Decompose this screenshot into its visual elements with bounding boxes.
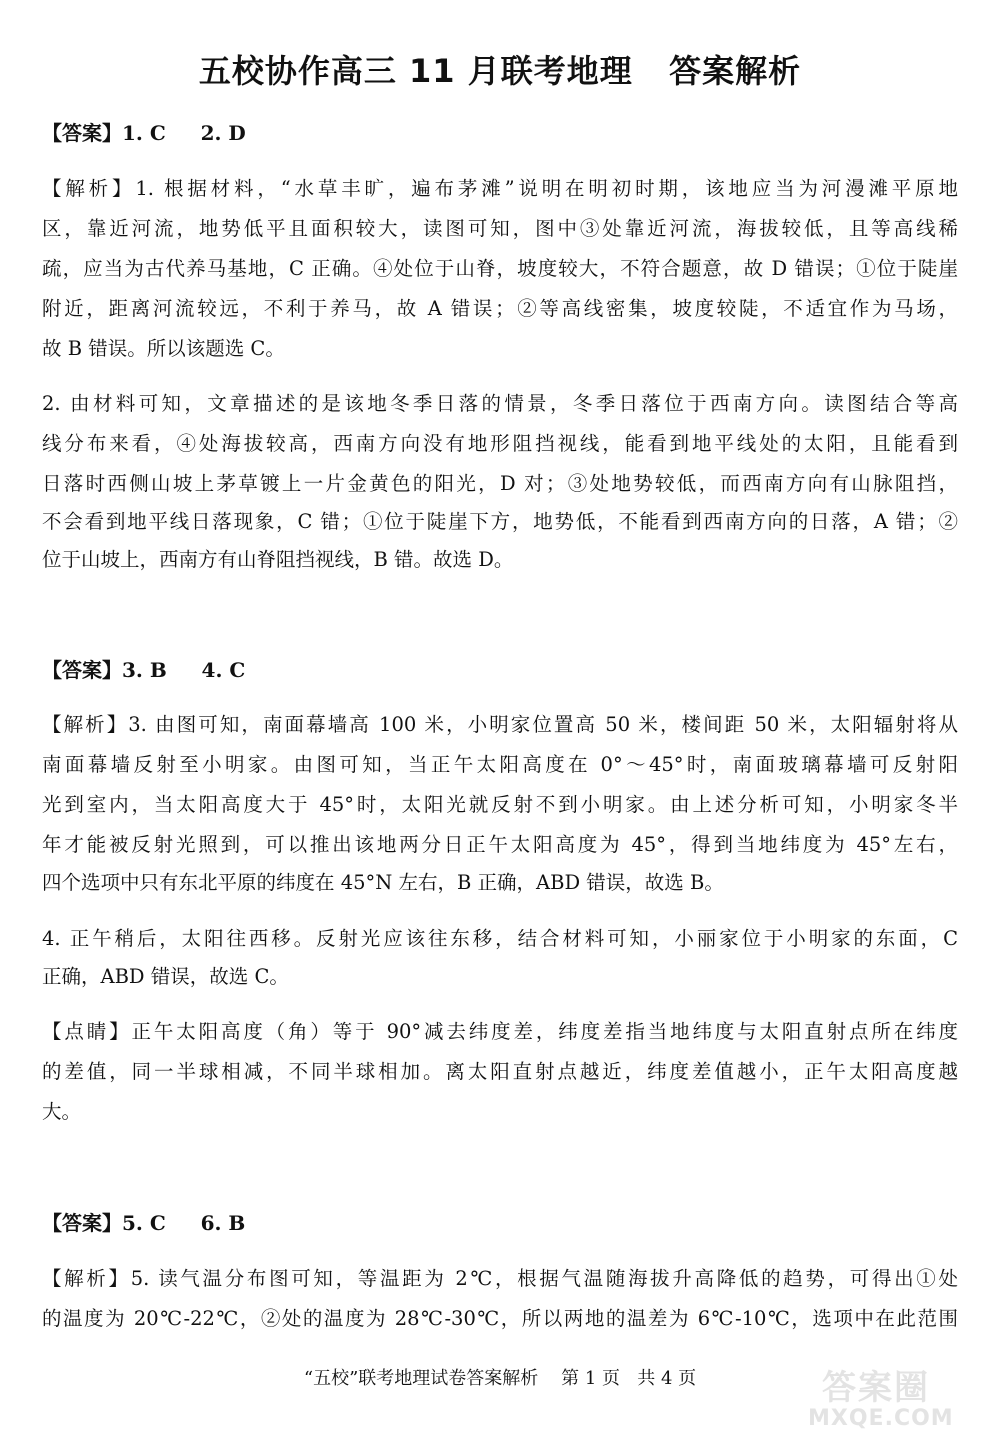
analysis-line: 南面幕墙反射至小明家。由图可知，当正午太阳高度在 0°～45°时，南面玻璃幕墙可反射阳 — [42, 753, 958, 776]
answer-line-5-6: 【答案】5. C 6. B — [42, 1211, 246, 1235]
analysis-line: 不会看到地平线日落现象，C 错；①位于陡崖下方，地势低，不能看到西南方向的日落，A 错；② — [42, 510, 958, 533]
page-title: 五校协作高三 11 月联考地理 答案解析 — [198, 52, 802, 90]
watermark-logo — [808, 1360, 988, 1438]
answer-line-3-4: 【答案】3. B 4. C — [42, 658, 246, 682]
analysis-line: 故 B 错误。所以该题选 C。 — [42, 337, 285, 360]
analysis-line: 位于山坡上，西南方有山脊阻挡视线，B 错。故选 D。 — [42, 548, 514, 571]
key-point-line: 大。 — [42, 1100, 82, 1123]
key-point-line: 的差值，同一半球相减，不同半球相加。离太阳直射点越近，纬度差值越小，正午太阳高度越 — [42, 1060, 958, 1083]
analysis-line: 疏，应当为古代养马基地，C 正确。④处位于山脊，坡度较大，不符合题意，故 D 错误；①位于陡崖 — [42, 257, 958, 280]
analysis-line: 【解析】5. 读气温分布图可知，等温距为 2℃，根据气温随海拔升高降低的趋势，可得出①处 — [42, 1267, 958, 1290]
page-footer: “五校”联考地理试卷答案解析 第 1 页 共 4 页 — [303, 1368, 697, 1389]
analysis-line: 年才能被反射光照到，可以推出该地两分日正午太阳高度为 45°，得到当地纬度为 45°左右， — [42, 833, 958, 856]
analysis-line: 附近，距离河流较远，不利于养马，故 A 错误；②等高线密集，坡度较陡，不适宜作为马场， — [42, 297, 958, 320]
watermark-url: MXQE.COM — [808, 1406, 954, 1431]
analysis-line: 【解析】1. 根据材料，“水草丰旷，遍布茅滩”说明在明初时期，该地应当为河漫滩平原地 — [42, 177, 958, 200]
analysis-line: 正确，ABD 错误，故选 C。 — [42, 965, 289, 988]
watermark-text: 答案圈 — [822, 1368, 930, 1408]
analysis-line: 线分布来看，④处海拔较高，西南方向没有地形阻挡视线，能看到地平线处的太阳，且能看到 — [42, 432, 958, 455]
analysis-line: 【解析】3. 由图可知，南面幕墙高 100 米，小明家位置高 50 米，楼间距 50 米，太阳辐射将从 — [42, 713, 958, 736]
analysis-line: 四个选项中只有东北平原的纬度在 45°N 左右，B 正确，ABD 错误，故选 B。 — [42, 871, 724, 894]
analysis-line: 日落时西侧山坡上茅草镀上一片金黄色的阳光，D 对；③处地势较低，而西南方向有山脉阻挡， — [42, 472, 958, 495]
analysis-line: 的温度为 20℃-22℃，②处的温度为 28℃-30℃，所以两地的温差为 6℃-10℃，选项中在此范围 — [42, 1307, 958, 1330]
analysis-line: 区，靠近河流，地势低平且面积较大，读图可知，图中③处靠近河流，海拔较低，且等高线稀 — [42, 217, 958, 240]
analysis-line: 4. 正午稍后，太阳往西移。反射光应该往东移，结合材料可知，小丽家位于小明家的东面，C — [42, 927, 958, 950]
analysis-line: 光到室内，当太阳高度大于 45°时，太阳光就反射不到小明家。由上述分析可知，小明家冬半 — [42, 793, 958, 816]
answer-line-1-2: 【答案】1. C 2. D — [42, 121, 246, 145]
analysis-line: 2. 由材料可知，文章描述的是该地冬季日落的情景，冬季日落位于西南方向。读图结合等高 — [42, 392, 958, 415]
key-point-line: 【点睛】正午太阳高度（角）等于 90°减去纬度差，纬度差指当地纬度与太阳直射点所在纬度 — [42, 1020, 958, 1043]
